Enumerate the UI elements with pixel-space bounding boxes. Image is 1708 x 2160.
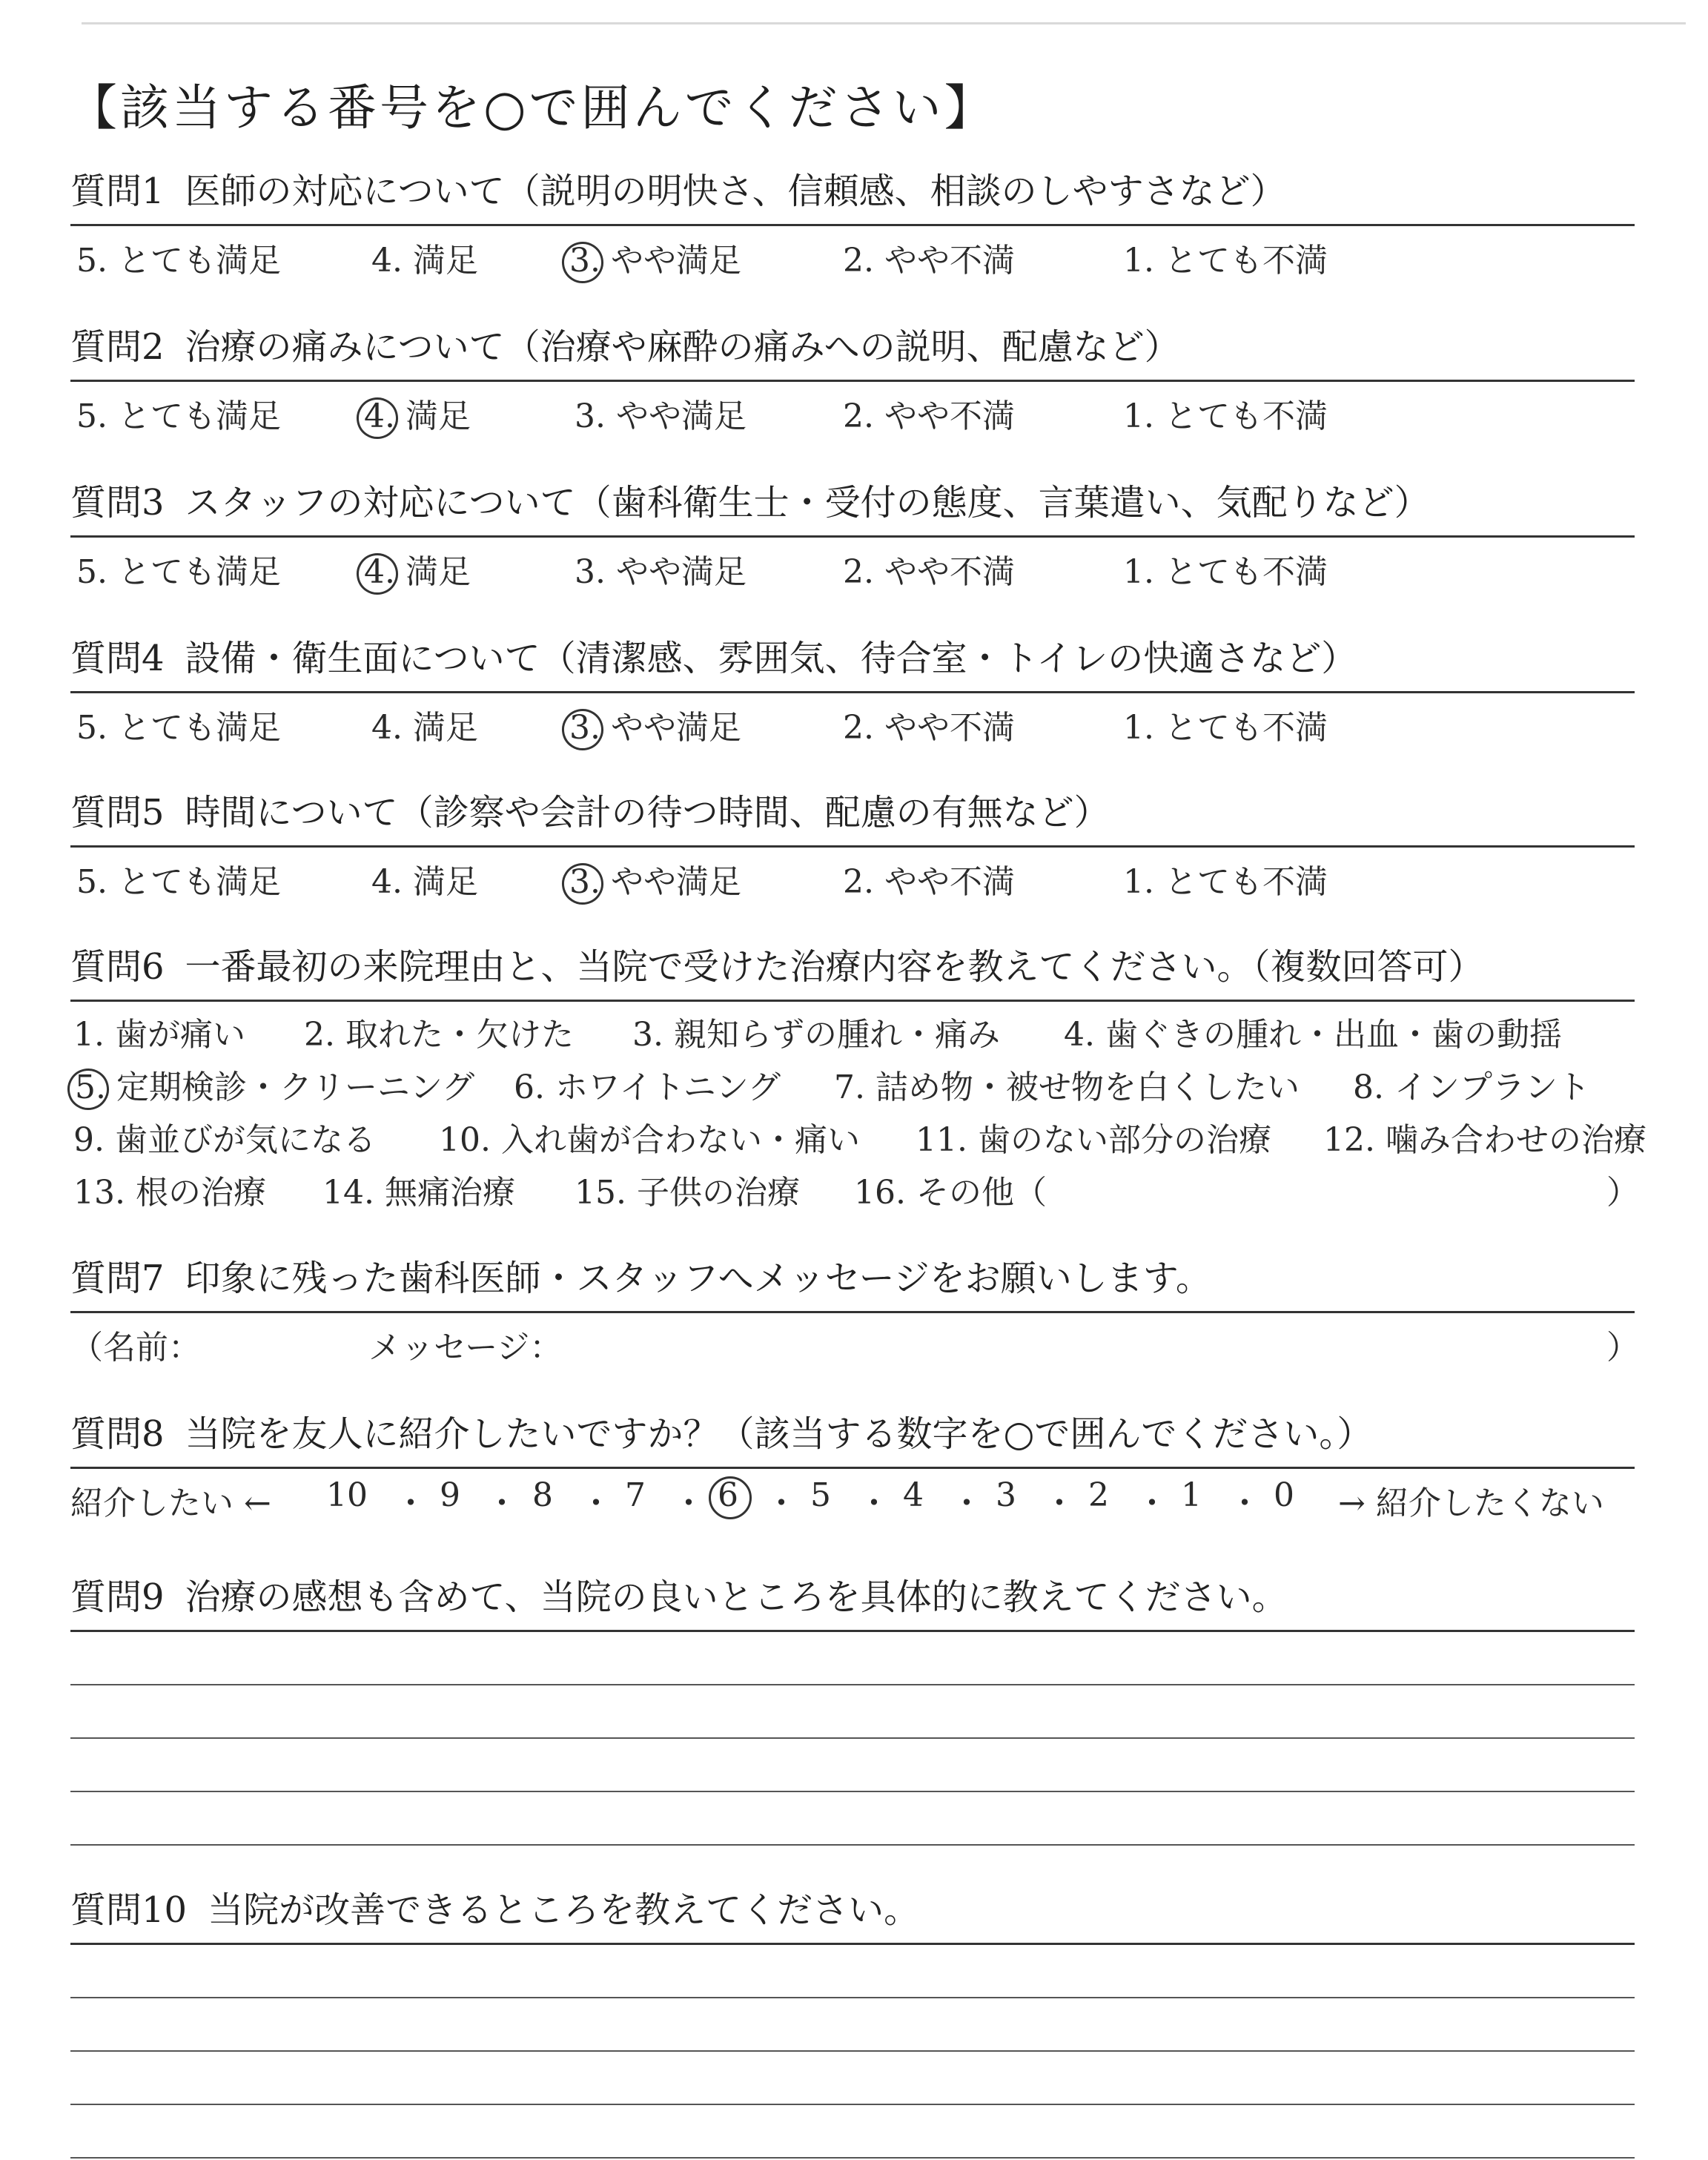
reason-row bbox=[70, 1054, 1635, 1107]
reason-option[interactable]: 4. 歯ぐきの腫れ・出血・歯の動揺 bbox=[1064, 1016, 1562, 1054]
question-text: 医師の対応について（説明の明快さ、信頼感、相談のしやすさなど） bbox=[185, 171, 1286, 212]
answer-line[interactable] bbox=[70, 2052, 1635, 2105]
scale-separator: ・ bbox=[394, 1484, 427, 1522]
reason-option[interactable]: 15. 子供の治療 bbox=[575, 1174, 800, 1212]
scale-value-0[interactable]: 0 bbox=[1274, 1476, 1294, 1514]
question-1 bbox=[70, 165, 1635, 285]
option-very-dissatisfied[interactable]: 1. とても不満 bbox=[1123, 709, 1328, 747]
option-somewhat-dissatisfied[interactable]: 2. やや不満 bbox=[843, 397, 1015, 435]
option-somewhat-dissatisfied[interactable]: 2. やや不満 bbox=[843, 553, 1015, 591]
scale-separator: ・ bbox=[950, 1484, 983, 1522]
option-satisfied[interactable]: 4. 満足 bbox=[364, 397, 471, 435]
question-text: 当院が改善できるところを教えてください。 bbox=[208, 1889, 920, 1931]
answer-line[interactable] bbox=[70, 2105, 1635, 2159]
option-somewhat-satisfied[interactable]: 3. やや満足 bbox=[575, 553, 747, 591]
question-text: 治療の痛みについて（治療や麻酔の痛みへの説明、配慮など） bbox=[185, 326, 1180, 368]
scale-value-2[interactable]: 2 bbox=[1088, 1476, 1109, 1514]
option-somewhat-satisfied[interactable]: 3. やや満足 bbox=[569, 242, 741, 280]
scale-separator: ・ bbox=[858, 1484, 890, 1522]
scale-right-label: → 紹介したくない bbox=[1338, 1484, 1604, 1522]
option-somewhat-satisfied[interactable]: 3. やや満足 bbox=[575, 397, 747, 435]
reason-option-other[interactable]: 16. その他（ bbox=[854, 1174, 1047, 1212]
question-text: 当院を友人に紹介したいですか？（該当する数字を○で囲んでください。） bbox=[185, 1413, 1373, 1455]
reason-option[interactable]: 14. 無痛治療 bbox=[322, 1174, 515, 1212]
reason-option[interactable]: 9. 歯並びが気になる bbox=[73, 1121, 376, 1159]
reason-option[interactable]: 5. 定期検診・クリーニング bbox=[75, 1069, 475, 1106]
answer-line[interactable] bbox=[70, 1998, 1635, 2052]
scale-value-10[interactable]: 10 bbox=[326, 1476, 368, 1514]
question-heading bbox=[70, 1407, 1635, 1469]
question-number: 質問9 bbox=[70, 1576, 165, 1618]
option-satisfied[interactable]: 4. 満足 bbox=[371, 709, 478, 747]
name-label: （名前： bbox=[70, 1329, 201, 1367]
reason-option[interactable]: 6. ホワイトニング bbox=[514, 1069, 781, 1106]
option-satisfied[interactable]: 4. 満足 bbox=[364, 553, 471, 591]
scale-separator: ・ bbox=[765, 1484, 798, 1522]
question-number: 質問8 bbox=[70, 1413, 165, 1455]
reason-option[interactable]: 12. 噛み合わせの治療 bbox=[1323, 1121, 1646, 1159]
question-heading bbox=[70, 165, 1635, 226]
answer-line[interactable] bbox=[70, 1739, 1635, 1792]
option-very-dissatisfied[interactable]: 1. とても不満 bbox=[1123, 863, 1328, 901]
option-somewhat-dissatisfied[interactable]: 2. やや不満 bbox=[843, 863, 1015, 901]
answer-line[interactable] bbox=[70, 1945, 1635, 1998]
question-7 bbox=[70, 1252, 1639, 1373]
option-very-satisfied[interactable]: 5. とても満足 bbox=[76, 553, 281, 591]
option-satisfied[interactable]: 4. 満足 bbox=[371, 863, 478, 901]
scale-value-1[interactable]: 1 bbox=[1181, 1476, 1202, 1514]
top-rule bbox=[82, 22, 1686, 24]
option-very-dissatisfied[interactable]: 1. とても不満 bbox=[1123, 553, 1328, 591]
question-number: 質問3 bbox=[70, 482, 165, 524]
question-number: 質問6 bbox=[70, 946, 165, 988]
reason-row bbox=[70, 1160, 1639, 1212]
question-number: 質問2 bbox=[70, 326, 165, 368]
rating-options bbox=[70, 538, 1635, 597]
question-text: 時間について（診察や会計の待つ時間、配慮の有無など） bbox=[185, 792, 1110, 833]
question-heading bbox=[70, 632, 1635, 693]
question-number: 質問5 bbox=[70, 792, 165, 833]
option-somewhat-satisfied[interactable]: 3. やや満足 bbox=[569, 709, 741, 747]
reason-option[interactable]: 11. 歯のない部分の治療 bbox=[916, 1121, 1271, 1159]
scale-value-5[interactable]: 5 bbox=[810, 1476, 831, 1514]
question-3 bbox=[70, 476, 1635, 597]
message-row bbox=[70, 1313, 1639, 1373]
option-very-satisfied[interactable]: 5. とても満足 bbox=[76, 863, 281, 901]
question-number: 質問7 bbox=[70, 1258, 165, 1299]
answer-line[interactable] bbox=[70, 1685, 1635, 1739]
reason-option[interactable]: 3. 親知らずの腫れ・痛み bbox=[632, 1016, 1000, 1054]
rating-options bbox=[70, 848, 1635, 907]
answer-line[interactable] bbox=[70, 1632, 1635, 1685]
rating-options bbox=[70, 382, 1635, 441]
scale-value-8[interactable]: 8 bbox=[532, 1476, 553, 1514]
message-close-paren: ） bbox=[1606, 1329, 1639, 1367]
scale-value-6[interactable]: 6 bbox=[718, 1476, 738, 1514]
reason-option[interactable]: 7. 詰め物・被せ物を白くしたい bbox=[834, 1069, 1300, 1106]
question-6 bbox=[70, 940, 1646, 1212]
option-somewhat-dissatisfied[interactable]: 2. やや不満 bbox=[843, 709, 1015, 747]
scale-separator: ・ bbox=[1136, 1484, 1168, 1522]
question-text: 一番最初の来院理由と、当院で受けた治療内容を教えてください。（複数回答可） bbox=[185, 946, 1484, 988]
question-heading bbox=[70, 320, 1635, 382]
question-text: 治療の感想も含めて、当院の良いところを具体的に教えてください。 bbox=[185, 1576, 1288, 1618]
option-somewhat-satisfied[interactable]: 3. やや満足 bbox=[569, 863, 741, 901]
question-number: 質問10 bbox=[70, 1889, 188, 1931]
question-2 bbox=[70, 320, 1635, 441]
question-heading bbox=[70, 1252, 1635, 1313]
question-4 bbox=[70, 632, 1635, 753]
reason-row bbox=[70, 1107, 1646, 1160]
scale-value-4[interactable]: 4 bbox=[903, 1476, 924, 1514]
reason-option[interactable]: 13. 根の治療 bbox=[73, 1174, 266, 1212]
question-text: スタッフの対応について（歯科衛生士・受付の態度、言葉遣い、気配りなど） bbox=[185, 482, 1430, 524]
reason-row bbox=[70, 1002, 1635, 1054]
reason-option[interactable]: 8. インプラント bbox=[1353, 1069, 1590, 1106]
scale-left-label: 紹介したい ← bbox=[70, 1484, 271, 1522]
question-heading bbox=[70, 786, 1635, 848]
question-heading bbox=[70, 1571, 1635, 1632]
option-very-satisfied[interactable]: 5. とても満足 bbox=[76, 709, 281, 747]
other-close-paren: ） bbox=[1606, 1174, 1639, 1212]
option-very-satisfied[interactable]: 5. とても満足 bbox=[76, 242, 281, 280]
question-heading bbox=[70, 940, 1635, 1002]
reason-option[interactable]: 1. 歯が痛い bbox=[73, 1016, 245, 1054]
scale-separator: ・ bbox=[672, 1484, 705, 1522]
reason-option[interactable]: 10. 入れ歯が合わない・痛い bbox=[439, 1121, 860, 1159]
scale-value-7[interactable]: 7 bbox=[625, 1476, 646, 1514]
scale-separator: ・ bbox=[486, 1484, 518, 1522]
question-5 bbox=[70, 786, 1635, 907]
message-label: メッセージ： bbox=[368, 1329, 563, 1367]
option-very-dissatisfied[interactable]: 1. とても不満 bbox=[1123, 397, 1328, 435]
scale-separator: ・ bbox=[580, 1484, 612, 1522]
question-heading bbox=[70, 1883, 1635, 1945]
scale-separator: ・ bbox=[1043, 1484, 1076, 1522]
reason-option[interactable]: 2. 取れた・欠けた bbox=[304, 1016, 574, 1054]
question-number: 質問1 bbox=[70, 171, 165, 212]
question-text: 設備・衛生面について（清潔感、雰囲気、待合室・トイレの快適さなど） bbox=[185, 638, 1357, 679]
option-satisfied[interactable]: 4. 満足 bbox=[371, 242, 478, 280]
question-9 bbox=[70, 1571, 1635, 1846]
question-heading bbox=[70, 476, 1635, 538]
scale-value-9[interactable]: 9 bbox=[440, 1476, 460, 1514]
rating-options bbox=[70, 693, 1635, 753]
question-10 bbox=[70, 1883, 1635, 2159]
recommend-scale bbox=[70, 1469, 1635, 1528]
scale-value-3[interactable]: 3 bbox=[996, 1476, 1016, 1514]
question-8 bbox=[70, 1407, 1635, 1528]
option-very-dissatisfied[interactable]: 1. とても不満 bbox=[1123, 242, 1328, 280]
question-number: 質問4 bbox=[70, 638, 165, 679]
scale-separator: ・ bbox=[1228, 1484, 1261, 1522]
answer-line[interactable] bbox=[70, 1792, 1635, 1846]
option-somewhat-dissatisfied[interactable]: 2. やや不満 bbox=[843, 242, 1015, 280]
rating-options bbox=[70, 226, 1635, 285]
option-very-satisfied[interactable]: 5. とても満足 bbox=[76, 397, 281, 435]
question-text: 印象に残った歯科医師・スタッフへメッセージをお願いします。 bbox=[185, 1258, 1211, 1299]
page-title: 【該当する番号を○で囲んでください】 bbox=[68, 79, 996, 136]
